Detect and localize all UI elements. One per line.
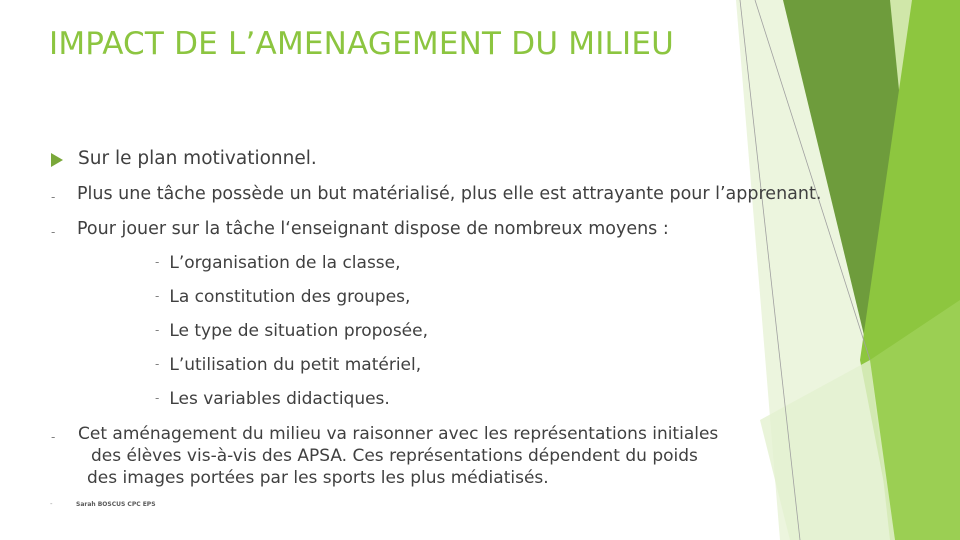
paragraph-line: des images portées par les sports les plus médiatisés.: [87, 468, 549, 488]
sub-item-text: Le type de situation proposée,: [169, 321, 428, 341]
sub-item-text: La constitution des groupes,: [169, 287, 411, 307]
sub-item: [155, 389, 390, 409]
point-2-text: Pour jouer sur la tâche l‘enseignant dispose de nombreux moyens :: [77, 219, 669, 239]
footer-dash: -: [50, 500, 53, 508]
sub-dash: -: [155, 255, 160, 269]
sub-dash: -: [155, 289, 160, 303]
sub-item-text: L’utilisation du petit matériel,: [169, 355, 422, 375]
dash-bullet-1: -: [51, 190, 56, 204]
sub-item-text: Les variables didactiques.: [169, 389, 390, 409]
paragraph: [78, 423, 768, 489]
sub-item: [155, 253, 401, 273]
sub-item: [155, 287, 410, 307]
arrow-bullet-icon: [51, 153, 63, 167]
point-1-text: Plus une tâche possède un but matérialisé, plus elle est attrayante pour l’apprenant.: [77, 184, 822, 204]
lead-text: Sur le plan motivationnel.: [78, 148, 317, 169]
slide-title: IMPACT DE L’AMENAGEMENT DU MILIEU: [49, 26, 675, 62]
sub-item-text: L’organisation de la classe,: [169, 253, 401, 273]
sub-dash: -: [155, 391, 160, 405]
paragraph-line: Cet aménagement du milieu va raisonner avec les représentations initiales: [78, 424, 719, 444]
footer-author: Sarah BOSCUS CPC EPS: [76, 501, 156, 508]
sub-dash: -: [155, 323, 160, 337]
sub-item: [155, 321, 428, 341]
sub-dash: -: [155, 357, 160, 371]
paragraph-line: des élèves vis-à-vis des APSA. Ces représentations dépendent du poids: [91, 446, 698, 466]
dash-bullet-3: -: [51, 430, 56, 444]
sub-item: [155, 355, 421, 375]
dash-bullet-2: -: [51, 225, 56, 239]
